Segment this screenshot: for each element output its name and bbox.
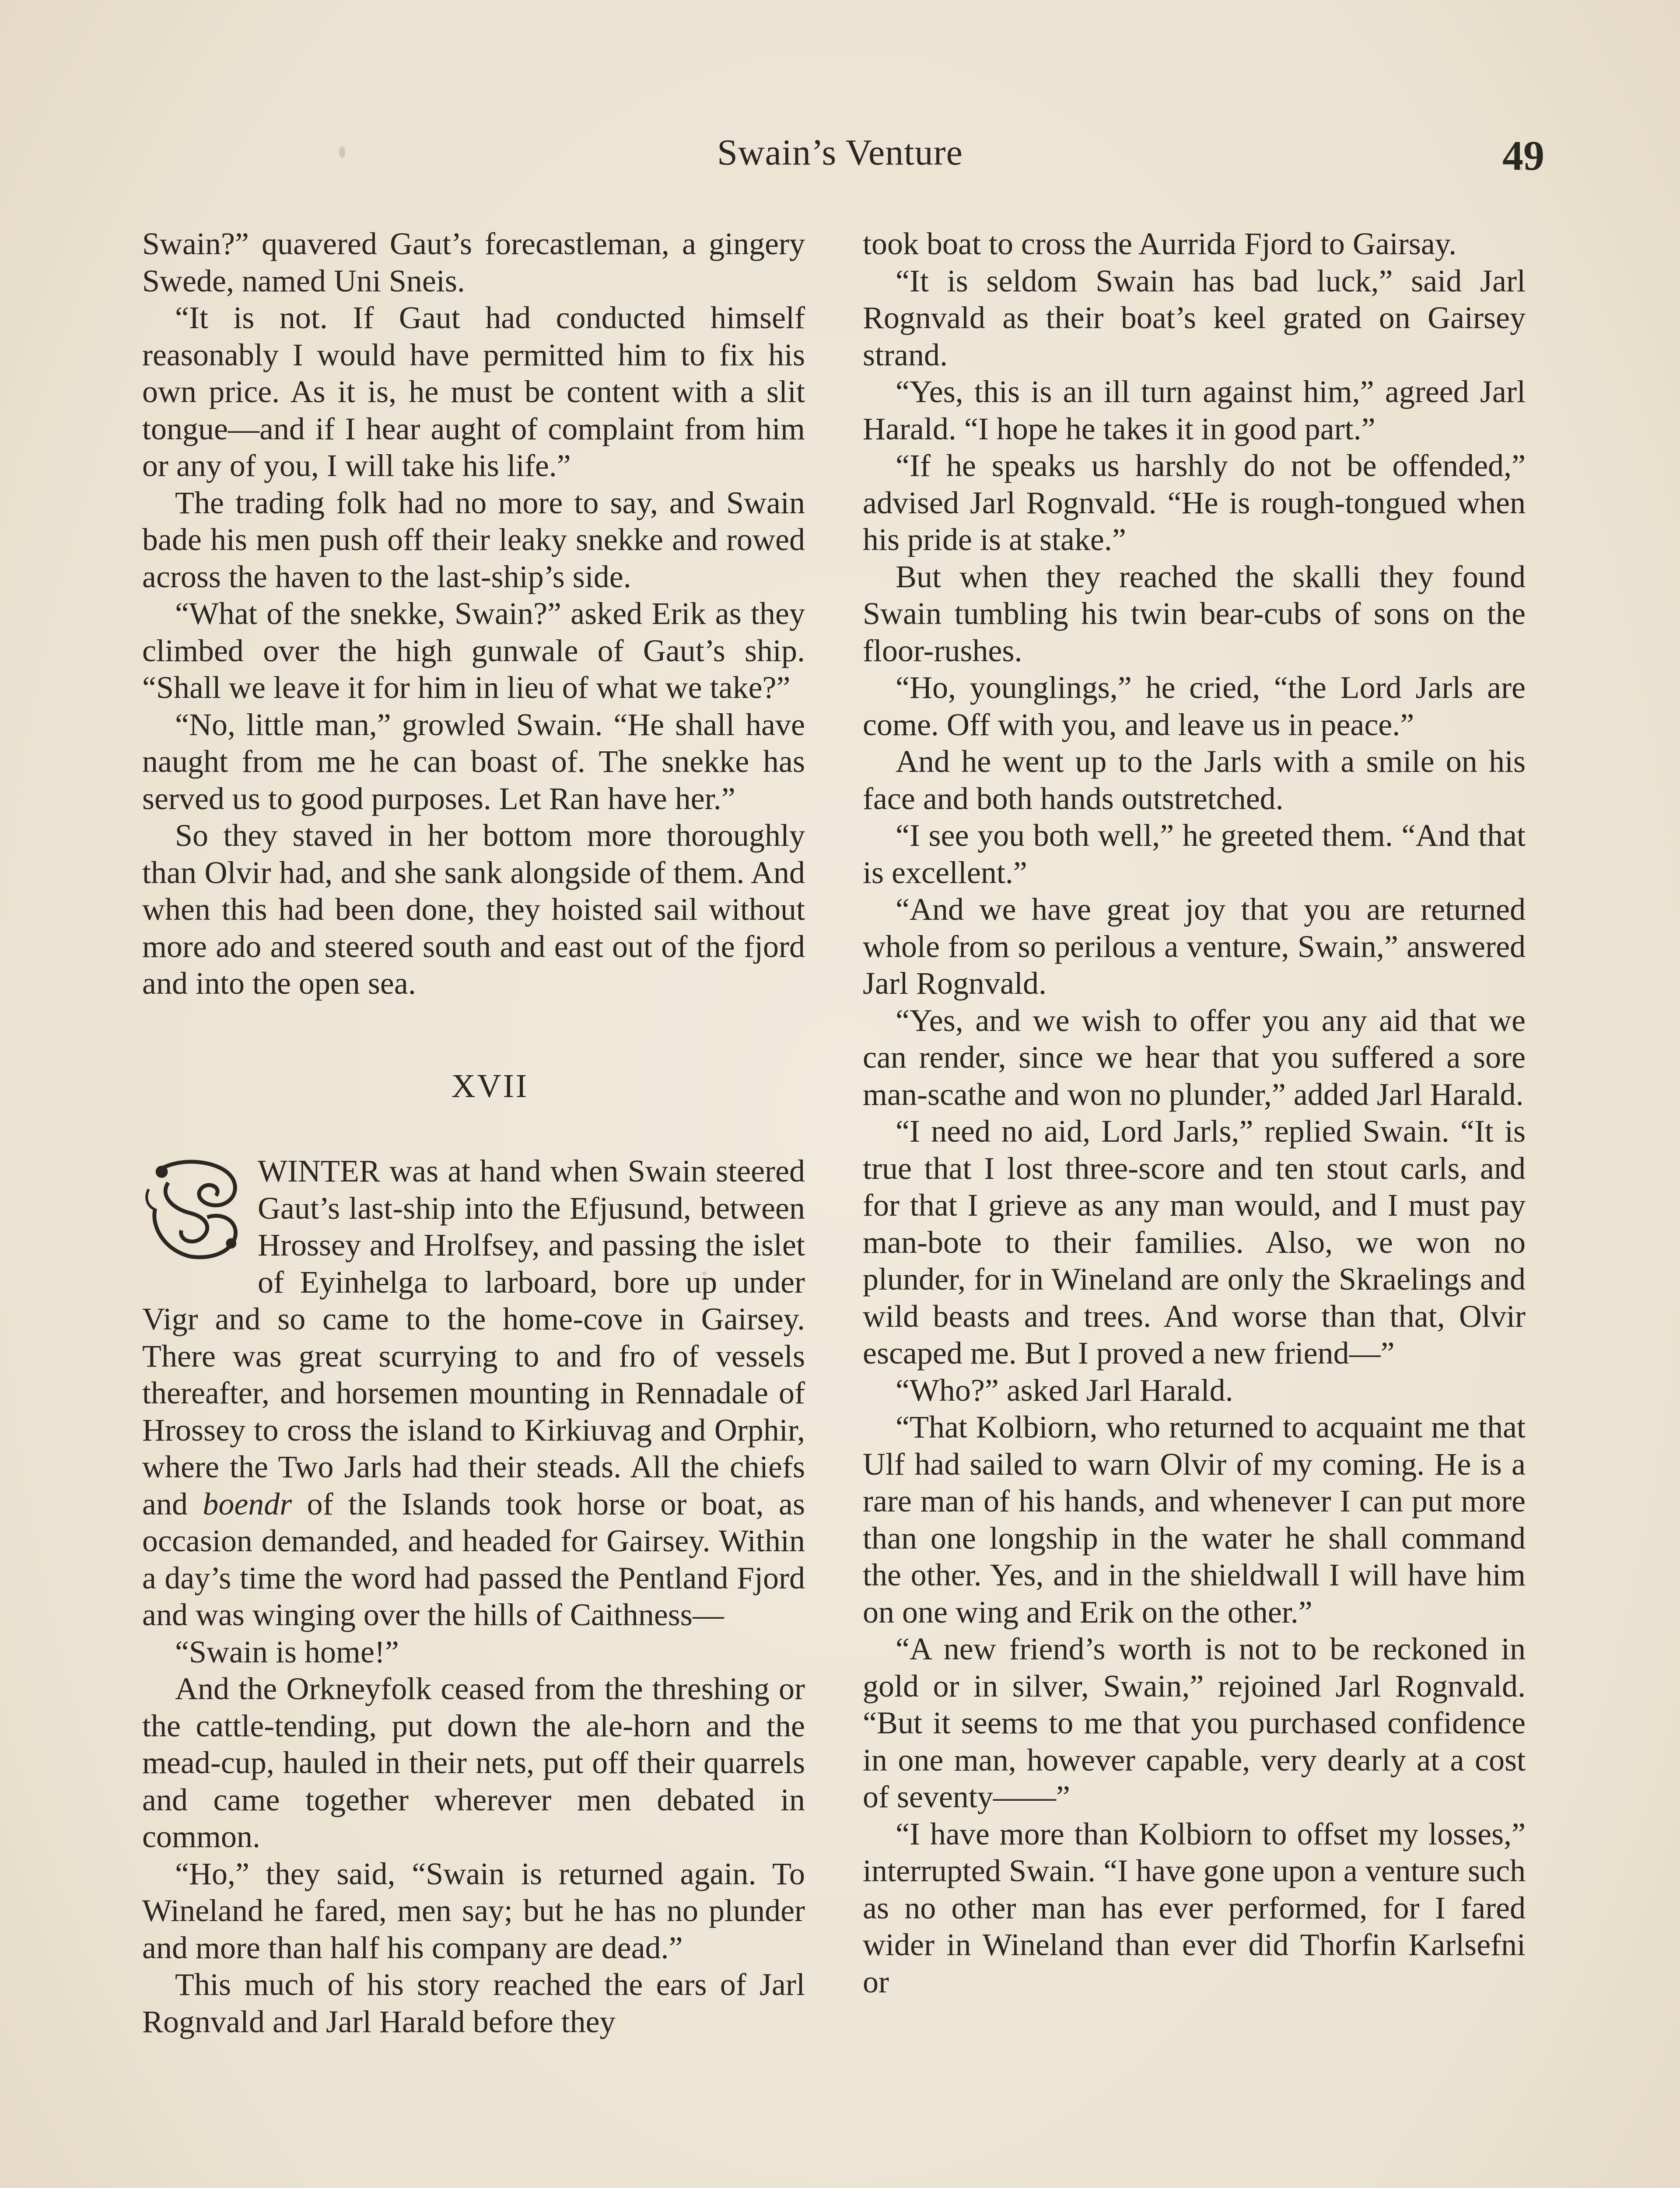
- paragraph: “That Kolbiorn, who returned to acquaint me that Ulf had sailed to warn Olvir of my coming. He is a rare man of his hands, and whenever I can put more than one longship in the water he shall command the other. Yes, and in the shieldwall I will have him on one wing and Erik on the other.”: [863, 1410, 1526, 1630]
- paragraph: “No, little man,” growled Swain. “He shall have naught from me he can boast of. The snekke has served us to good purposes. Let Ran have her.”: [142, 707, 805, 816]
- paragraph: “I need no aid, Lord Jarls,” replied Swain. “It is true that I lost three-score and ten stout carls, and for that I grieve as any man would, and I must pay man-bote to their families. Also, we won no plunder, for in Wineland are only the Skraelings and wild beasts and trees. And worse than that, Olvir escaped me. But I proved a new friend—”: [863, 1114, 1526, 1371]
- paragraph: “Yes, this is an ill turn against him,” agreed Jarl Harald. “I hope he takes it in good part.”: [863, 374, 1526, 446]
- text-run: WINTER was at hand when Swain steered Gaut’s last-ship into the Efjusund, between Hrossey and Hrolfsey, and passing the islet of Eyinhelga to larboard, bore up under Vigr and so came to the home-cove in Gairsey. There was great scurrying to and fro of vessels thereafter, and horsemen mounting in Rennadale of Hrossey to cross the island to Kirkiuvag and Orphir, where the Two Jarls had their steads. All the chiefs and: [142, 1154, 805, 1522]
- paragraph: “I have more than Kolbiorn to offset my losses,” interrupted Swain. “I have gone upon a venture such as no other man has ever performed, for I fared wider in Wineland than ever did Thorfin Karlsefni or: [863, 1816, 1526, 1999]
- paragraph: “Swain is home!”: [175, 1634, 399, 1669]
- paragraph: Swain?” quavered Gaut’s forecastleman, a gingery Swede, named Uni Sneis.: [142, 226, 805, 298]
- paragraph: “Ho,” they said, “Swain is returned again. To Wineland he fared, men say; but he has no plunder and more than half his company are dead.”: [142, 1856, 805, 1965]
- chapter-heading: XVII: [451, 1067, 529, 1105]
- paragraph: “It is seldom Swain has bad luck,” said Jarl Rognvald as their boat’s keel grated on Gairsey strand.: [863, 263, 1526, 372]
- paragraph: “Ho, younglings,” he cried, “the Lord Jarls are come. Off with you, and leave us in peace.”: [863, 670, 1526, 742]
- paragraph: This much of his story reached the ears of Jarl Rognvald and Jarl Harald before they: [142, 1967, 805, 2039]
- paragraph: “It is not. If Gaut had conducted himself reasonably I would have permitted him to fix his own price. As it is, he must be content with a slit tongue—and if I hear aught of complaint from him or any of you, I will take his life.”: [142, 300, 805, 483]
- right-column: [863, 225, 1526, 2000]
- paragraph: And he went up to the Jarls with a smile on his face and both hands outstretched.: [863, 744, 1526, 816]
- text-run: of the Islands took horse or boat, as occasion demanded, and headed for Gairsey. Within a day’s time the word had passed the Pentland Fjord and was winging over the hills of Caithness—: [142, 1486, 805, 1632]
- paragraph: took boat to cross the Aurrida Fjord to Gairsay.: [863, 226, 1457, 261]
- page-number: 49: [1502, 132, 1544, 179]
- left-column: [142, 225, 805, 2040]
- running-title: Swain’s Venture: [717, 132, 963, 173]
- paragraph: “If he speaks us harshly do not be offended,” advised Jarl Rognvald. “He is rough-tongued when his pride is at stake.”: [863, 448, 1526, 557]
- ornamental-initial-icon: [142, 1156, 246, 1266]
- paragraph: The trading folk had no more to say, and Swain bade his men push off their leaky snekke and rowed across the haven to the last-ship’s side.: [142, 485, 805, 594]
- paragraph: And the Orkneyfolk ceased from the threshing or the cattle-tending, put down the ale-horn and the mead-cup, hauled in their nets, put off their quarrels and came together wherever men debated in common.: [142, 1671, 805, 1854]
- paragraph: “Yes, and we wish to offer you any aid that we can render, since we hear that you suffered a sore man-scathe and won no plunder,” added Jarl Harald.: [863, 1003, 1526, 1112]
- chapter-opening-paragraph: [142, 1153, 805, 1634]
- italic-term: boendr: [203, 1486, 292, 1522]
- paragraph: So they staved in her bottom more thoroughly than Olvir had, and she sank alongside of them. And when this had been done, they hoisted sail without more ado and steered south and east out of the fjord and into the open sea.: [142, 818, 805, 1001]
- paragraph: “I see you both well,” he greeted them. “And that is excellent.”: [863, 818, 1526, 890]
- paragraph: “Who?” asked Jarl Harald.: [896, 1372, 1233, 1408]
- paragraph: “A new friend’s worth is not to be reckoned in gold or in silver, Swain,” rejoined Jarl Rognvald. “But it seems to me that you purchased confidence in one man, however capable, very dearly at a cost of seventy——”: [863, 1631, 1526, 1814]
- paragraph: But when they reached the skalli they found Swain tumbling his twin bear-cubs of sons on the floor-rushes.: [863, 559, 1526, 668]
- paragraph: “And we have great joy that you are returned whole from so perilous a venture, Swain,” answered Jarl Rognvald.: [863, 892, 1526, 1001]
- paragraph: “What of the snekke, Swain?” asked Erik as they climbed over the high gunwale of Gaut’s ship. “Shall we leave it for him in lieu of what we take?”: [142, 596, 805, 705]
